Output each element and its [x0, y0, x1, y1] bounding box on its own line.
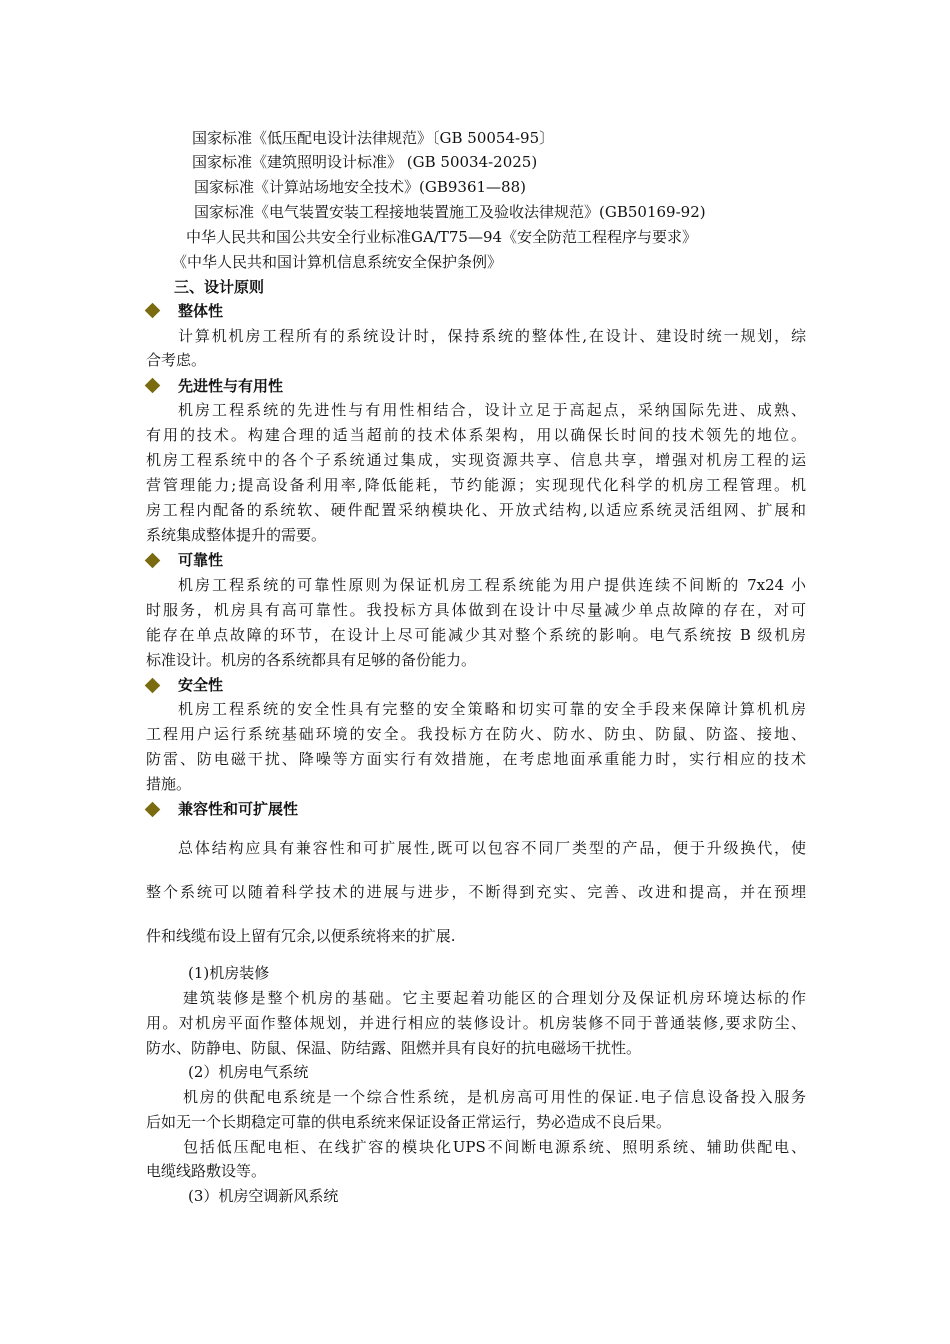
- standard-item: 中华人民共和国公共安全行业标准GA/T75—94《安全防范工程程序与要求》: [186, 228, 698, 246]
- paragraph-line: 房工程内配备的系统软、硬件配置采纳模块化、开放式结构,以适应系统灵活组网、扩展和: [146, 501, 806, 519]
- paragraph-line: 整个系统可以随着科学技术的进展与进步，不断得到充实、完善、改进和提高，并在预埋: [146, 883, 806, 901]
- paragraph-line: 件和线缆布设上留有冗余,以便系统将来的扩展.: [146, 927, 456, 945]
- paragraph-line: 措施。: [146, 775, 192, 793]
- subsection-title: (2）机房电气系统: [188, 1063, 309, 1081]
- paragraph-line: 营管理能力;提高设备利用率,降低能耗，节约能源；实现现代化科学的机房工程管理。机: [146, 476, 806, 494]
- paragraph-line: 建筑装修是整个机房的基础。它主要起着功能区的合理划分及保证机房环境达标的作: [183, 989, 806, 1007]
- paragraph-line: 计算机机房工程所有的系统设计时，保持系统的整体性,在设计、建设时统一规划，综: [178, 327, 806, 345]
- standard-item: 国家标准《建筑照明设计标准》 (GB 50034-2025): [192, 153, 538, 171]
- paragraph-line: 机房的供配电系统是一个综合性系统，是机房高可用性的保证.电子信息设备投入服务: [183, 1088, 806, 1106]
- paragraph-line: 机房工程系统的先进性与有用性相结合，设计立足于高起点，采纳国际先进、成熟、: [178, 401, 806, 419]
- standard-item: 《中华人民共和国计算机信息系统安全保护条例》: [172, 253, 503, 271]
- diamond-bullet-icon: [145, 378, 161, 394]
- paragraph-line: 有用的技术。构建合理的适当超前的技术体系架构，用以确保长时间的技术领先的地位。: [146, 426, 806, 444]
- diamond-bullet-icon: [145, 553, 161, 569]
- paragraph-line: 总体结构应具有兼容性和可扩展性,既可以包容不同厂类型的产品，便于升级换代，使: [178, 839, 806, 857]
- paragraph-line: 后如无一个长期稳定可靠的供电系统来保证设备正常运行，势必造成不良后果。: [146, 1113, 672, 1131]
- standard-item: 国家标准《计算站场地安全技术》(GB9361—88): [194, 178, 526, 196]
- section-title: 三、设计原则: [174, 278, 265, 296]
- paragraph-line: 工程用户运行系统基础环境的安全。我投标方在防火、防水、防虫、防鼠、防盗、接地、: [146, 725, 806, 743]
- principle-heading: 安全性: [178, 676, 224, 694]
- paragraph-line: 机房工程系统的安全性具有完整的安全策略和切实可靠的安全手段来保障计算机机房: [178, 700, 806, 718]
- paragraph-line: 机房工程系统的可靠性原则为保证机房工程系统能为用户提供连续不间断的 7x24 小: [178, 576, 806, 594]
- paragraph-line: 包括低压配电柜、在线扩容的模块化UPS不间断电源系统、照明系统、辅助供配电、: [183, 1138, 806, 1156]
- subsection-title: (1)机房装修: [188, 964, 270, 982]
- paragraph-line: 用。对机房平面作整体规划，并进行相应的装修设计。机房装修不同于普通装修,要求防尘、: [146, 1014, 806, 1032]
- principle-heading: 兼容性和可扩展性: [178, 800, 299, 818]
- standard-item: 国家标准《低压配电设计法律规范》〔GB 50054-95〕: [192, 129, 555, 147]
- paragraph-line: 系统集成整体提升的需要。: [146, 526, 327, 544]
- diamond-bullet-icon: [145, 303, 161, 319]
- principle-heading: 整体性: [178, 302, 224, 320]
- paragraph-line: 能存在单点故障的环节，在设计上尽可能减少其对整个系统的影响。电气系统按 B 级机房: [146, 626, 806, 644]
- subsection-title: (3）机房空调新风系统: [188, 1187, 339, 1205]
- paragraph-line: 时服务，机房具有高可靠性。我投标方具体做到在设计中尽量减少单点故障的存在，对可: [146, 601, 806, 619]
- diamond-bullet-icon: [145, 802, 161, 818]
- paragraph-line: 机房工程系统中的各个子系统通过集成，实现资源共享、信息共享，增强对机房工程的运: [146, 451, 806, 469]
- principle-heading: 先进性与有用性: [178, 377, 284, 395]
- paragraph-line: 防水、防静电、防鼠、保温、防结露、阻燃并具有良好的抗电磁场干扰性。: [146, 1039, 642, 1057]
- paragraph-line: 防雷、防电磁干扰、降噪等方面实行有效措施，在考虑地面承重能力时，实行相应的技术: [146, 750, 806, 768]
- standard-item: 国家标准《电气装置安装工程接地装置施工及验收法律规范》(GB50169-92): [194, 203, 706, 221]
- paragraph-line: 标准设计。机房的各系统都具有足够的备份能力。: [146, 651, 477, 669]
- diamond-bullet-icon: [145, 678, 161, 694]
- paragraph-line: 合考虑。: [146, 351, 207, 369]
- paragraph-line: 电缆线路敷设等。: [146, 1162, 267, 1180]
- principle-heading: 可靠性: [178, 551, 224, 569]
